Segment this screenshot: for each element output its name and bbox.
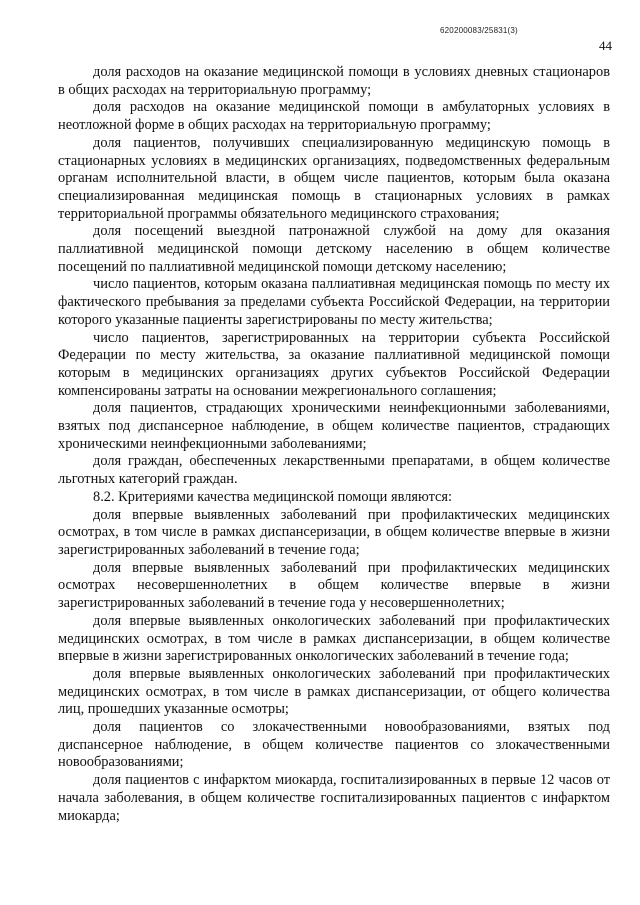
paragraph: доля впервые выявленных онкологических заболеваний при профилактических медицинских осмотрах, в том числе в рамках диспансеризации, в общем количестве впервые в жизни зарегистрированных онкологических заболеваний в течение года; xyxy=(58,612,610,665)
paragraph: доля расходов на оказание медицинской помощи в амбулаторных условиях в неотложной форме в общих расходах на территориальную программу; xyxy=(58,99,610,134)
paragraph: число пациентов, зарегистрированных на территории субъекта Российской Федерации по месту жительства, за оказание паллиативной медицинской помощи которым в медицинских организациях других субъектов Российской Федерации компенсированы затраты на основании межрегионального соглашения; xyxy=(58,329,610,399)
paragraph: доля пациентов, страдающих хроническими неинфекционными заболеваниями, взятых под диспансерное наблюдение, в общем количестве пациентов, страдающих хроническими неинфекционными заболеваниями; xyxy=(58,400,610,452)
paragraph: доля впервые выявленных онкологических заболеваний при профилактических медицинских осмотрах, в том числе в рамках диспансеризации, от общего количества лиц, прошедших указанные осмотры; xyxy=(58,665,610,718)
paragraph: доля впервые выявленных заболеваний при профилактических медицинских осмотрах несовершеннолетних в общем количестве впервые в жизни зарегистрированных заболеваний в течение года у несовершеннолетних; xyxy=(58,559,610,612)
body-text xyxy=(58,64,610,825)
paragraph: доля впервые выявленных заболеваний при профилактических медицинских осмотрах, в том числе в рамках диспансеризации, в общем количестве впервые в жизни зарегистрированных заболеваний в течение года; xyxy=(58,506,610,558)
document-number: 620200083/25831(3) xyxy=(440,26,518,35)
paragraph: число пациентов, которым оказана паллиативная медицинская помощь по месту их фактического пребывания за пределами субъекта Российской Федерации, на территории которого указанные пациенты зарегистрированы по месту жительства; xyxy=(58,276,610,328)
paragraph: доля граждан, обеспеченных лекарственными препаратами, в общем количестве льготных категорий граждан. xyxy=(58,453,610,488)
page-number: 44 xyxy=(599,38,612,53)
section-heading: 8.2. Критериями качества медицинской помощи являются: xyxy=(93,488,453,505)
paragraph: доля пациентов со злокачественными новообразованиями, взятых под диспансерное наблюдение, в общем количестве пациентов со злокачественными новообразованиями; xyxy=(58,719,610,771)
paragraph: доля пациентов, получивших специализированную медицинскую помощь в стационарных условиях в медицинских организациях, подведомственных федеральным органам исполнительной власти, в общем числе пациентов, которым была оказана специализированная медицинская помощь в стационарных условиях в рамках территориальной программы обязательного медицинского страхования; xyxy=(58,134,610,222)
paragraph: доля расходов на оказание медицинской помощи в условиях дневных стационаров в общих расходах на территориальную программу; xyxy=(58,64,610,98)
paragraph: доля пациентов с инфарктом миокарда, госпитализированных в первые 12 часов от начала заболевания, в общем количестве госпитализированных пациентов с инфарктом миокарда; xyxy=(58,772,610,824)
paragraph: доля посещений выездной патронажной службой на дому для оказания паллиативной медицинской помощи детскому населению в общем количестве посещений по паллиативной медицинской помощи детскому населению; xyxy=(58,223,610,275)
